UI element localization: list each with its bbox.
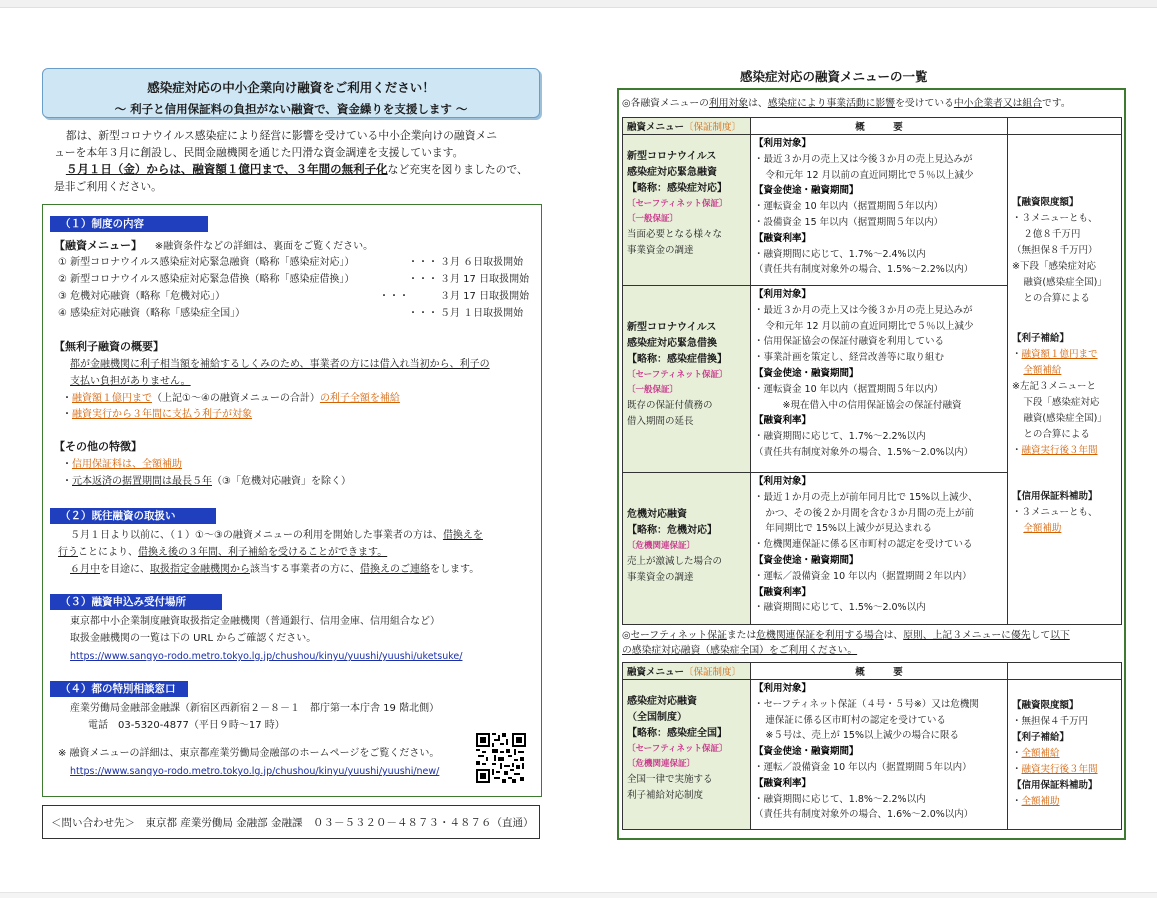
row-menu-cell [623,473,751,625]
note-emph: 原則、上記３メニューに優先 [903,630,1031,641]
other-heading: 【その他の特徴】 [54,440,142,453]
header-sub: 〔保証制度〕 [684,667,742,678]
side-emph: 融資額１億円まで [1021,349,1098,360]
intro-line [54,161,546,178]
sec2-emph: ６月中 [70,564,100,575]
menu-desc: 売上が激減した場合の [627,556,723,567]
note-text: または [726,630,757,641]
sec2-text: ５月１日より以前に、（１）①～③の融資メニューの利用を開始した事業者の方は、 [70,530,443,541]
guarantee-tag: 〔一般保証〕 [627,385,679,395]
sec2-emph: 行う [58,547,78,558]
note-emph: 感染症により事業活動に影響 [767,98,896,109]
side-line: との合算による [1023,429,1090,440]
note-text: ◎ [622,630,631,641]
summary-line: ・セーフティネット保証（４号・５号※）又は危機関 [754,698,979,710]
side-cell [1008,680,1122,830]
table-row [623,680,1122,830]
free-limit-tail: の利子全額を補給 [319,393,400,404]
other-bullet [62,473,351,490]
menu-note: ※融資条件などの詳細は、裏面をご覧ください。 [154,241,374,252]
menu-item-date: ３月 17 日取扱開始 [440,274,530,285]
side-emph: 融資実行後３年間 [1021,764,1098,775]
side-line: ２億８千万円 [1023,229,1081,240]
summary-line: （責任共有制度対象外の場合、1.5%～2.2%以内） [754,264,974,276]
summary-line: ・信用保証協会の保証付融資を利用している [754,336,945,348]
side-line: ・３メニューとも、 [1012,213,1098,224]
note-text: ◎各融資メニューの [622,98,709,109]
header-summary: 概 要 [751,118,1008,135]
intro-line: ューを本年３月に創設し、民間金融機関を通じた円滑な資金調達を支援しています。 [54,146,464,159]
menu-heading-line [54,237,373,255]
side-line: との合算による [1023,293,1090,304]
page-subtitle: ～ 利子と信用保証料の負担がない融資で、資金繰りを支援します ～ [114,102,468,116]
bullet-dot: ・ [62,476,72,487]
priority-note [622,628,1070,643]
summary-heading: 【融資利率】 [754,777,812,789]
note-emph: 以下 [1050,630,1070,641]
summary-line: ※５号は、売上が 15%以上減少の場合に限る [765,730,959,742]
menu-name: 感染症対応緊急借換 [627,338,717,349]
side-emph: 全額補給 [1021,748,1060,759]
menu-name: 危機対応融資 [627,509,687,520]
summary-line: ・融資期間に応じて、1.5%～2.0%以内 [754,602,926,614]
side-heading: 【融資限度額】 [1012,197,1079,208]
sec4-line: 産業労働局金融部金融課（新宿区西新宿２－８－１ 都庁第一本庁舎 19 階北側） [70,703,440,714]
menu-item-dots: ・・・ [408,308,438,319]
row-menu-cell [623,680,751,830]
summary-line: ・運転資金 10 年以内（据置期間５年以内） [754,383,944,395]
summary-line: ・融資期間に応じて、1.7%～2.2%以内 [754,431,926,443]
header-label: 融資メニュー [627,667,685,678]
menu-desc: 全国一律で実施する [627,774,713,785]
row-menu-cell [623,135,751,286]
side-line: ・融資額１億円まで [1012,349,1098,360]
side-line: ・全額補給 [1012,748,1060,759]
institutions-link[interactable]: https://www.sangyo-rodo.metro.tokyo.lg.jp/chushou/kinyu/yuushi/yuushi/uketsuke/ [70,651,463,662]
summary-heading: 【資金使途・融資期間】 [754,185,859,197]
summary-line: ・最近３か月の売上又は今後３か月の売上見込みが [754,304,973,316]
sec2-line [70,527,483,544]
national-menu-table [622,662,1122,830]
summary-line: ・融資期間に応じて、1.8%～2.2%以内 [754,793,926,805]
menu-list-title: 感染症対応の融資メニューの一覧 [740,69,928,84]
menu-desc: 当面必要となる様々な [627,229,723,240]
row-summary-cell [751,680,1008,830]
priority-note-line2: の感染症対応融資（感染症全国）をご利用ください。 [622,645,858,656]
summary-line: ・運転資金 10 年以内（据置期間５年以内） [754,201,944,213]
eligibility-note [622,96,1071,111]
intro-line-rest: など充実を図りましたので、 [387,163,528,176]
title-banner [42,68,540,118]
note-text: です。 [1042,98,1071,109]
guarantee-tag: 〔危機関連保証〕 [627,541,696,551]
summary-heading: 【利用対象】 [754,289,812,300]
section-heading: （２）既往融資の取扱い [50,508,216,524]
row-summary-cell [751,135,1008,286]
table-header [623,663,1122,680]
sec2-text: を目途に、 [100,564,150,575]
summary-line: ・設備資金 15 年以内（据置期間５年以内） [754,216,944,228]
menu-abbr: 【略称：感染症借換】 [627,354,727,365]
summary-line: ・運転／設備資金 10 年以内（据置期間２年以内） [754,570,972,582]
sec3-line: 東京都中小企業制度融資取扱指定金融機関（普通銀行、信用金庫、信用組合など） [70,616,440,627]
sec2-text: をします。 [430,564,480,575]
note-emph: 中小企業者又は組合 [953,98,1043,109]
table-header [623,118,1122,135]
guarantee-tag: 〔セーフティネット保証〕 [627,370,728,380]
menu-item: ① 新型コロナウイルス感染症対応緊急融資（略称「感染症対応」） [58,257,355,268]
sec2-emph: 借換えを [442,530,483,541]
side-line: ・無担保４千万円 [1012,716,1089,727]
menu-item-dots: ・・・ [408,274,438,285]
side-emph: 全額補助 [1021,796,1060,807]
header-label: 融資メニュー [627,122,685,133]
summary-heading: 【利用対象】 [754,476,812,487]
row-summary-cell [751,286,1008,473]
header-menu [623,118,751,135]
row-summary-cell [751,473,1008,625]
menu-item: ② 新型コロナウイルス感染症対応緊急借換（略称「感染症借換」） [58,274,355,285]
menu-name: 新型コロナウイルス [627,151,717,162]
menu-name: （全国制度） [627,712,687,723]
header-sub: 〔保証制度〕 [684,122,742,133]
side-line [1012,521,1117,537]
menu-desc: 既存の保証付債務の [627,400,713,411]
summary-line: 令和元年 12 月以前の直近同期比で５％以上減少 [765,320,974,332]
note-text: は、 [748,98,768,109]
other-grace: 元本返済の据置期間は最長５年 [72,476,212,487]
section-heading: （３）融資申込み受付場所 [50,594,222,610]
menu-name: 感染症対応緊急融資 [627,167,717,178]
other-grace-note: （③「危機対応融資」を除く） [212,476,351,487]
menu-abbr: 【略称：感染症全国】 [627,728,727,739]
note-text: を受けている [895,98,954,109]
menu-item-date: ３月 17 日取扱開始 [440,291,530,302]
bullet-dot: ・ [62,459,72,470]
note-text: は、 [883,630,904,641]
note-emph: 危機関連保証を利用する場合 [756,630,884,641]
free-line: 支払い負担がありません。 [70,376,191,387]
table-row [623,135,1122,286]
side-heading: 【融資限度額】 [1012,700,1079,711]
summary-line: ・事業計画を策定し、経営改善等に取り組む [754,352,945,364]
sec2-emph: 取扱指定金融機関から [150,564,250,575]
free-bullet [62,390,400,407]
header-menu [623,663,751,680]
menu-item: ④ 感染症対応融資（略称「感染症全国」） [58,308,246,319]
sec2-text: 該当する事業者の方に、 [250,564,360,575]
menu-heading: 【融資メニュー】 [54,239,142,252]
header-blank [1008,663,1122,680]
menu-desc: 事業資金の調達 [627,245,694,256]
note-emph: セーフティネット保証 [630,630,727,641]
summary-line: ・運転／設備資金 10 年以内（据置期間５年以内） [754,761,972,773]
summary-line: ・危機関連保証に係る区市町村の認定を受けている [754,539,973,551]
summary-line: かつ、その後２か月間を含む３か月間の売上が前 [765,507,975,519]
menu-item-dots: ・・・ [379,291,409,302]
intro-paragraph [54,127,546,195]
free-limit-note: （上記①～④の融資メニューの合計） [152,393,320,404]
page-title: 感染症対応の中小企業向け融資をご利用ください！ [147,80,435,95]
free-limit: 融資額１億円まで [72,393,152,404]
side-line [1012,363,1117,379]
menu-item-date: ３月 ６日取扱開始 [440,257,524,268]
menu-abbr: 【略称：感染症対応】 [627,183,727,194]
intro-highlight: ５月１日（金）からは、融資額１億円まで、３年間の無利子化 [65,162,388,176]
summary-heading: 【資金使途・融資期間】 [754,554,859,566]
note-text: して [1030,630,1051,641]
side-line: ※左記３メニューと [1012,381,1096,392]
note-emph: 利用対象 [708,98,749,109]
free-heading: 【無利子融資の概要】 [54,340,164,353]
menu-desc: 借入期間の延長 [627,416,694,427]
summary-line: ・最近１か月の売上が前年同月比で 15%以上減少、 [754,491,978,503]
menu-name: 感染症対応融資 [627,696,697,707]
section-heading: （１）制度の内容 [50,216,208,232]
intro-line: 是非ご利用ください。 [54,180,162,193]
side-line: 下段「感染症対応 [1023,397,1100,408]
side-line: ・融資実行後３年間 [1012,445,1098,456]
qr-code-icon [476,733,526,783]
side-line: 融資(感染症全国)」 [1023,413,1107,424]
bottom-edge [0,892,1157,898]
menu-desc: 利子補給対応制度 [627,790,704,801]
other-bullet [62,456,182,473]
homepage-link[interactable]: https://www.sangyo-rodo.metro.tokyo.lg.jp/chushou/kinyu/yuushi/yuushi/new/ [70,766,440,777]
guarantee-tag: 〔セーフティネット保証〕 [627,744,728,754]
summary-heading: 【融資利率】 [754,232,812,244]
sec2-line [70,561,479,578]
free-line: 都が金融機関に利子相当額を補給するしくみのため、事業者の方には借入れ当初から、利子の [70,359,490,370]
side-heading: 【信用保証料補助】 [1012,491,1098,502]
header-summary: 概 要 [751,663,1008,680]
row-menu-cell [623,286,751,473]
sec3-line: 取扱金融機関の一覧は下の URL からご確認ください。 [70,633,317,644]
sec2-text: ことにより、 [78,547,138,558]
guarantee-tag: 〔セーフティネット保証〕 [627,199,728,209]
side-emph: 全額補助 [1023,523,1062,534]
summary-line: （責任共有制度対象外の場合、1.6%～2.0%以内） [754,809,974,821]
summary-heading: 【利用対象】 [754,683,812,694]
bullet-dot: ・ [62,409,72,420]
side-cell [1008,135,1122,625]
side-emph: 融資実行後３年間 [1021,445,1098,456]
menu-item-date: ５月 １日取扱開始 [440,308,524,319]
sec4-phone: 電話 03-5320-4877（平日９時～17 時） [88,720,285,731]
top-edge [0,0,1157,8]
intro-line: 都は、新型コロナウイルス感染症により経営に影響を受けている中小企業向けの融資メニ [65,129,498,142]
sec2-line [58,544,387,561]
sec2-emph: 借換え後の３年間、利子補給を受けることができます。 [138,547,388,558]
summary-heading: 【融資利率】 [754,586,812,598]
menu-name: 新型コロナウイルス [627,322,717,333]
summary-line: ※現在借入中の信用保証協会の保証付融資 [782,399,962,411]
header-blank [1008,118,1122,135]
side-line: ・融資実行後３年間 [1012,764,1098,775]
free-period: 融資実行から３年間に支払う利子が対象 [72,409,252,420]
side-line: ・３メニューとも、 [1012,507,1098,518]
side-heading: 【信用保証料補助】 [1012,780,1098,791]
summary-line: 連保証に係る区市町村の認定を受けている [765,714,946,726]
summary-heading: 【利用対象】 [754,138,812,149]
contact-box: ＜問い合わせ先＞ 東京都 産業労働局 金融部 金融課 ０３－５３２０－４８７３・４８７６（直通） [42,805,540,839]
other-fee: 信用保証料は、全額補助 [72,459,182,470]
sec4-note: ※ 融資メニューの詳細は、東京都産業労働局金融部のホームページをご覧ください。 [58,748,440,759]
side-line: ※下段「感染症対応 [1012,261,1096,272]
summary-heading: 【資金使途・融資期間】 [754,746,859,758]
summary-line: ・融資期間に応じて、1.7%～2.4%以内 [754,248,926,260]
side-line: 融資(感染症全国)」 [1023,277,1107,288]
summary-line: 年同期比で 15%以上減少が見込まれる [765,523,933,535]
section-heading: （４）都の特別相談窓口 [50,681,188,697]
side-line: ・全額補助 [1012,796,1060,807]
summary-line: ・最近３か月の売上又は今後３か月の売上見込みが [754,153,973,165]
side-heading: 【利子補給】 [1012,732,1070,743]
menu-item: ③ 危機対応融資（略称「危機対応」） [58,291,226,302]
summary-heading: 【資金使途・融資期間】 [754,367,859,379]
menu-abbr: 【略称：危機対応】 [627,525,717,536]
summary-line: 令和元年 12 月以前の直近同期比で５％以上減少 [765,169,974,181]
bullet-dot: ・ [62,393,72,404]
sec2-emph: 借換えのご連絡 [360,564,430,575]
side-emph: 全額補給 [1023,365,1062,376]
summary-line: （責任共有制度対象外の場合、1.5%～2.0%以内） [754,446,974,458]
guarantee-tag: 〔危機関連保証〕 [627,759,696,769]
free-bullet [62,406,252,423]
menu-desc: 事業資金の調達 [627,572,694,583]
guarantee-tag: 〔一般保証〕 [627,214,679,224]
side-line: （無担保８千万円） [1012,245,1098,256]
side-heading: 【利子補給】 [1012,333,1070,344]
summary-heading: 【融資利率】 [754,415,812,427]
menu-table [622,117,1122,625]
menu-item-dots: ・・・ [408,257,438,268]
